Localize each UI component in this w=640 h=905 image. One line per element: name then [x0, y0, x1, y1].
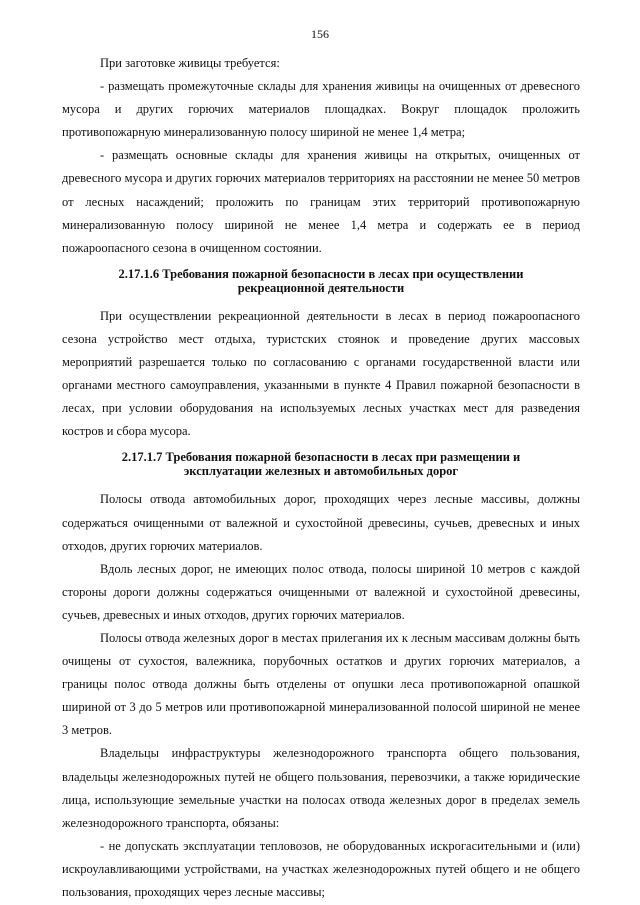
document-body — [62, 52, 580, 904]
paragraph: Полосы отвода железных дорог в местах прилегания их к лесным массивам должны быть очищены от сухостоя, валежника, порубочных остатков и других горючих материалов, а границы полос отвода должны быть отделены от опушки леса противопожарной опашкой шириной от 3 до 5 метров или противопожарной минерализованной полосой шириной не менее 3 метров. — [62, 630, 580, 738]
section-heading: 2.17.1.7 Требования пожарной безопасности в лесах при размещении и эксплуатации железных и автомобильных дорог — [121, 450, 521, 479]
paragraph: Владельцы инфраструктуры железнодорожного транспорта общего пользования, владельцы железнодорожных путей не общего пользования, перевозчики, а также юридические лица, использующие земельные участки на полосах отвода железных дорог в пределах земель железнодорожного транспорта, обязаны: — [62, 746, 580, 830]
paragraph: - не допускать эксплуатации тепловозов, не оборудованных искрогасительными и (или) искроулавливающими устройствами, на участках железнодорожных путей общего и не общего пользования, проходящих через лесные массивы; — [62, 838, 580, 899]
paragraph: При осуществлении рекреационной деятельности в лесах в период пожароопасного сезона устройство мест отдыха, туристских стоянок и проведение других массовых мероприятий разрешается только по согласованию с органами государственной власти или органами местного самоуправления, указанными в пункте 4 Правил пожарной безопасности в лесах, при условии оборудования на используемых лесных участках мест для разведения костров и сбора мусора. — [62, 308, 580, 439]
page-number: 156 — [311, 27, 329, 41]
paragraph: При заготовке живицы требуется: — [100, 56, 280, 70]
paragraph: Полосы отвода автомобильных дорог, проходящих через лесные массивы, должны содержаться очищенными от валежной и сухостойной древесины, сучьев, древесных и иных отходов, других горючих материалов. — [62, 492, 580, 553]
paragraph: - размещать промежуточные склады для хранения живицы на очищенных от древесного мусора и других горючих материалов площадках. Вокруг площадок проложить противопожарную минерализованную полосу шириной не менее 1,4 метра; — [62, 79, 580, 140]
section-heading: 2.17.1.6 Требования пожарной безопасности в лесах при осуществлении рекреационной деятельности — [118, 266, 524, 295]
paragraph: Вдоль лесных дорог, не имеющих полос отвода, полосы шириной 10 метров с каждой стороны дороги должны содержаться очищенными от валежной и сухостойной древесины, сучьев, древесных и иных отходов, других горючих материалов. — [62, 561, 580, 622]
paragraph: - размещать основные склады для хранения живицы на открытых, очищенных от древесного мусора и других горючих материалов территориях на расстоянии не менее 50 метров от лесных насаждений; проложить по границам этих территорий противопожарную минерализованную полосу шириной не менее 1,4 метра и содержать ее в период пожароопасного сезона в очищенном состоянии. — [62, 148, 580, 255]
